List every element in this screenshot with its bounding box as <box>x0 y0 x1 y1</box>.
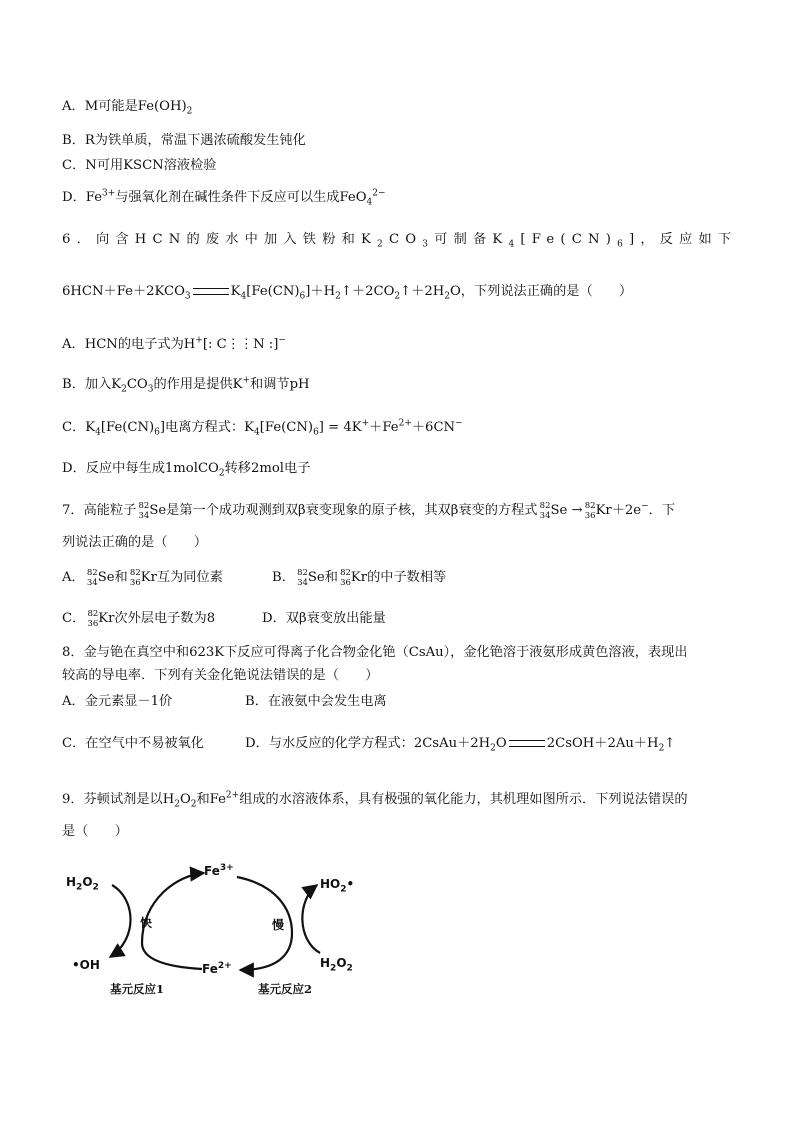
fe3-to-fe2-arc-lower <box>240 933 292 970</box>
q8-option-d: D．与水反应的化学方程式：$2CsAu+2H_2O$ $2CsOH+2Au+H_2↑$ <box>245 736 676 754</box>
fe2-left-arc <box>142 943 202 969</box>
q6-option-d: D．反应中每生成1molCO$_2$转移2mol电子 <box>62 461 311 479</box>
q9-stem-line1: 9．芬顿试剂是以$H_2O_2$和$Fe^{2+}$组成的水溶液体系，具有极强的氧化能力，其机理如图所示．下列说法错误的 <box>62 790 688 810</box>
q8-option-a: A．金元素显－1价 <box>62 694 173 709</box>
elementary-reaction-2-label: 基元反应2 <box>258 982 313 996</box>
q8-option-b: B．在液氨中会发生电离 <box>245 694 387 709</box>
fe2-label: $Fe^{2+}$ <box>202 961 232 976</box>
ho2-radical-label: $HO_2•$ <box>320 877 355 895</box>
q5-option-c: C．N可用KSCN溶液检验 <box>62 158 217 173</box>
reaction1-arc <box>110 885 131 957</box>
q8-stem-line2: 较高的导电率．下列有关金化铯说法错误的是（ ） <box>62 668 379 683</box>
fe3-label: $Fe^{3+}$ <box>204 863 234 878</box>
q7-option-a: A． 82 34 Se和 82 36 Kr互为同位素 <box>62 568 223 588</box>
q7-option-b: B． 82 34 Se和 82 36 Kr的中子数相等 <box>272 568 447 588</box>
q6-equation: $6HCN+Fe+2KCO_3$ $K_4[Fe(CN)_6]+H_2↑+2CO_2↑+2H_2O$，下列说法正确的是（ ） <box>62 284 633 302</box>
q6-option-c: C．$K_4[Fe(CN)_6]$电离方程式：$K_4[Fe(CN)_6] = 4K^++Fe^{2+}+6CN^-$ <box>62 418 463 438</box>
fast-label: 快 <box>140 916 153 930</box>
q8-stem-line1: 8．金与铯在真空中和623K下反应可得离子化合物金化铯（CsAu），金化铯溶于液氨形成黄色溶液，表现出 <box>62 645 688 660</box>
q7-stem-line2: 列说法正确的是（ ） <box>62 535 208 550</box>
hydroxyl-radical-label: •OH <box>72 958 100 972</box>
q6-option-a: A．HCN的电子式为H+[: C⋮⋮N :]− <box>62 335 286 352</box>
elementary-reaction-1-label: 基元反应1 <box>110 982 165 996</box>
q9-stem-line2: 是（ ） <box>62 824 128 839</box>
h2o2-right-label: $H_2O_2$ <box>320 956 353 974</box>
equals-double-line <box>193 288 229 295</box>
q6-option-b: B．加入$K_2CO_3$的作用是提供K+和调节pH <box>62 375 310 395</box>
q5-option-d: D．$Fe^{3+}$与强氧化剂在碱性条件下反应可以生成FeO$_4^{2-}$ <box>62 188 386 208</box>
fenton-mechanism-diagram <box>62 855 362 1005</box>
q7-option-c: C． 82 36 Kr次外层电子数为8 <box>62 609 216 629</box>
reaction2-arc <box>302 885 320 953</box>
q5-option-a: A．M可能是$Fe(OH)_2$ <box>62 99 193 117</box>
slow-label: 慢 <box>272 918 285 932</box>
q5-option-b: B．R为铁单质，常温下遇浓硫酸发生钝化 <box>62 133 306 148</box>
q7-stem: 7．高能粒子 82 34 Se是第一个成功观测到双β衰变现象的原子核，其双β衰变的方程式 82 34 Se → 82 36 Kr＋2e−．下 <box>62 501 676 521</box>
q6-stem: 6．向含HCN的废水中加入铁粉和$K_2CO_3$可制备$K_4[Fe(CN)_6]$，反应如下 <box>62 232 738 250</box>
q7-option-d: D．双β衰变放出能量 <box>262 611 386 626</box>
h2o2-left-label: $H_2O_2$ <box>66 875 99 893</box>
q8-option-c: C．在空气中不易被氧化 <box>62 736 204 751</box>
equals-double-line <box>509 740 545 747</box>
